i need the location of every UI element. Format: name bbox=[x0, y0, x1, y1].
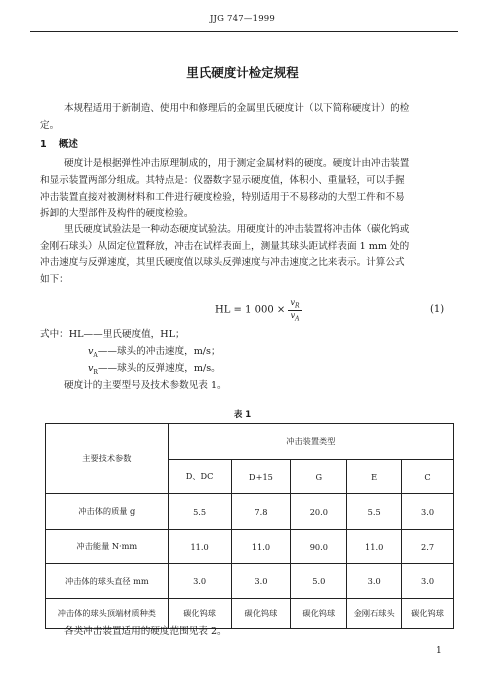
section-1-heading bbox=[40, 137, 78, 154]
table-cell: 3.0 bbox=[231, 564, 291, 599]
table-reference-line: 硬度计的主要型号及技术参数见表 1。 bbox=[64, 380, 227, 391]
type-header: E bbox=[347, 460, 402, 494]
formula-fraction bbox=[288, 298, 301, 322]
where-line-vr: $v_R——$球头的反弹速度，m/s。 bbox=[88, 363, 221, 376]
header-standard-code: JJG 747—1999 bbox=[209, 14, 276, 24]
formula-number: (1) bbox=[430, 304, 445, 315]
formula-numerator: $v_R$ bbox=[290, 298, 300, 310]
formula-lhs: HL = 1 000 × bbox=[215, 304, 286, 316]
intro-line-1: 本规程适用于新制造、使用中和修理后的金属里氏硬度计（以下简称硬度计）的检 bbox=[64, 103, 410, 114]
type-header: D+15 bbox=[231, 460, 291, 494]
page-number: 1 bbox=[436, 646, 442, 656]
table-cell: 11.0 bbox=[347, 530, 402, 564]
section-1-para-1-line-2: 和显示装置两部分组成。其特点是：仪器数字显示硬度值，体积小、重量轻，可以手握 bbox=[40, 175, 405, 186]
table-corner-header: 主要技术参数 bbox=[46, 424, 169, 494]
table-cell: 碳化钨球 bbox=[402, 599, 454, 629]
table-cell: 11.0 bbox=[168, 530, 231, 564]
where-line-va: $v_A——$球头的冲击速度，m/s； bbox=[88, 346, 221, 359]
section-1-para-2-line-1: 里氏硬度试验法是一种动态硬度试验法。用硬度计的冲击装置将冲击体（碳化钨或 bbox=[64, 224, 410, 235]
table-cell: 11.0 bbox=[231, 530, 291, 564]
table-cell: 7.8 bbox=[231, 494, 291, 530]
table-cell: 3.0 bbox=[168, 564, 231, 599]
section-1-para-1-line-3: 冲击装置直接对被测材料和工件进行硬度检验，特别适用于不易移动的大型工件和不易 bbox=[40, 192, 405, 203]
technical-parameters-table bbox=[45, 423, 454, 629]
row-label: 冲击体的球头直径 mm bbox=[46, 564, 169, 599]
table-cell: 碳化钨球 bbox=[168, 599, 231, 629]
table-cell: 碳化钨球 bbox=[231, 599, 291, 629]
section-1-para-1-line-1: 硬度计是根据弹性冲击原理制成的，用于测定金属材料的硬度。硬度计由冲击装置 bbox=[64, 158, 410, 169]
closing-line: 各类冲击装置适用的硬度范围见表 2。 bbox=[64, 626, 227, 637]
table-cell: 5.0 bbox=[291, 564, 347, 599]
table-cell: 20.0 bbox=[291, 494, 347, 530]
table-cell: 3.0 bbox=[402, 564, 454, 599]
type-header: C bbox=[402, 460, 454, 494]
type-header: D、DC bbox=[168, 460, 231, 494]
table-row bbox=[46, 530, 454, 564]
type-header: G bbox=[291, 460, 347, 494]
table-cell: 2.7 bbox=[402, 530, 454, 564]
header-divider bbox=[30, 31, 458, 32]
table-cell: 90.0 bbox=[291, 530, 347, 564]
formula-1 bbox=[215, 298, 302, 322]
section-1-para-1-line-4: 拆卸的大型部件及构件的硬度检验。 bbox=[40, 208, 194, 219]
document-title: 里氏硬度计检定规程 bbox=[186, 65, 299, 80]
table-1-caption: 表 1 bbox=[233, 410, 252, 420]
table-cell: 5.5 bbox=[168, 494, 231, 530]
row-label: 冲击能量 N·mm bbox=[46, 530, 169, 564]
section-1-para-2-line-2: 金刚石球头）从固定位置释放，冲击在试样表面上，测量其球头距试样表面 1 mm 处的 bbox=[40, 241, 410, 252]
table-cell: 3.0 bbox=[347, 564, 402, 599]
table-cell: 3.0 bbox=[402, 494, 454, 530]
section-number: 1 bbox=[40, 139, 47, 150]
row-label: 冲击体的球头顶端材质种类 bbox=[46, 599, 169, 629]
table-row bbox=[46, 564, 454, 599]
row-label: 冲击体的质量 g bbox=[46, 494, 169, 530]
table-group-header: 冲击装置类型 bbox=[168, 424, 453, 460]
table-cell: 碳化钨球 bbox=[291, 599, 347, 629]
section-1-para-2-line-4: 如下： bbox=[40, 274, 69, 285]
formula-denominator: $v_A$ bbox=[290, 310, 300, 323]
section-title: 概述 bbox=[58, 139, 78, 150]
section-1-para-2-line-3: 冲击速度与反弹速度，其里氏硬度值以球头反弹速度与冲击速度之比来表示。计算公式 bbox=[40, 257, 405, 268]
table-row bbox=[46, 494, 454, 530]
table-cell: 5.5 bbox=[347, 494, 402, 530]
where-line-hl: 式中：HL——里氏硬度值，HL； bbox=[40, 329, 185, 340]
intro-line-2: 定。 bbox=[40, 120, 60, 131]
table-cell: 金刚石球头 bbox=[347, 599, 402, 629]
